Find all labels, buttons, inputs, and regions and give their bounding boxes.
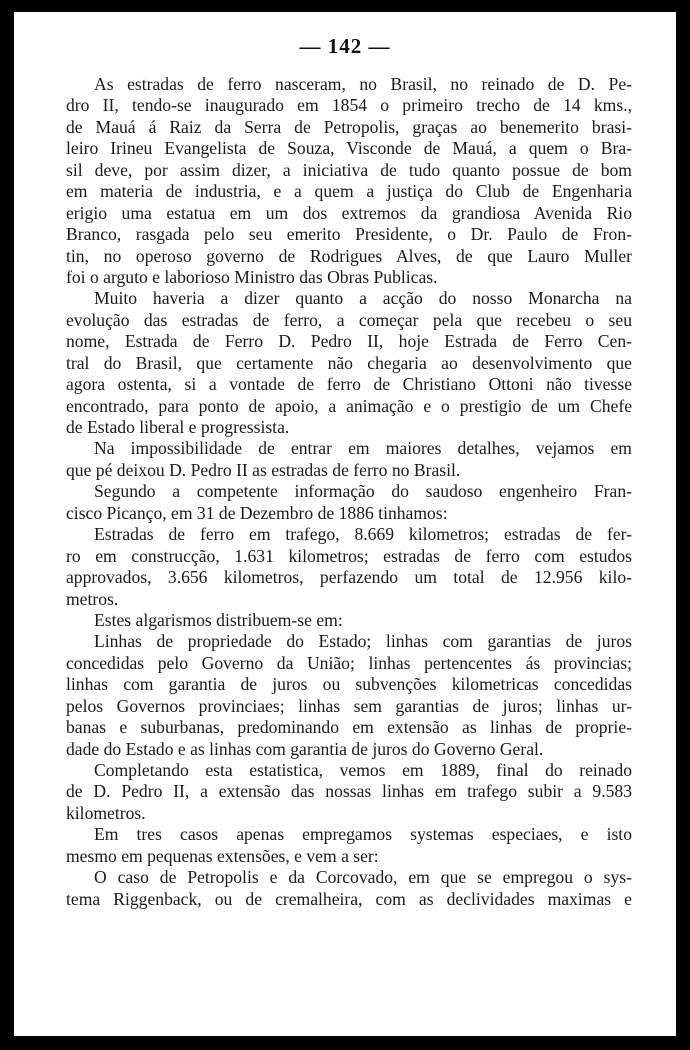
text-line: O caso de Petropolis e da Corcovado, em que se empregou o sys-	[94, 867, 632, 888]
text-line: que pé deixou D. Pedro II as estradas de ferro no Brasil.	[66, 459, 461, 480]
text-line: Na impossibilidade de entrar em maiores detalhes, vejamos em	[94, 438, 632, 459]
text-line: de Mauá á Raiz da Serra de Petropolis, graças ao benemerito brasi-	[66, 116, 632, 137]
text-line: metros.	[66, 588, 119, 609]
text-line: mesmo em pequenas extensões, e vem a ser:	[66, 845, 379, 866]
text-line: kilometros.	[66, 802, 146, 823]
text-line: agora ostenta, si a vontade de ferro de Christiano Ottoni não tivesse	[66, 374, 632, 395]
text-line: linhas com garantia de juros ou subvenções kilometricas concedidas	[66, 674, 632, 695]
text-line: Estradas de ferro em trafego, 8.669 kilometros; estradas de fer-	[94, 524, 632, 545]
text-line: Em tres casos apenas empregamos systemas especiaes, e isto	[94, 824, 632, 845]
text-line: banas e suburbanas, predominando em extensão as linhas de proprie-	[66, 717, 632, 738]
text-line: Muito haveria a dizer quanto a acção do nosso Monarcha na	[94, 288, 632, 309]
text-line: leiro Irineu Evangelista de Souza, Visconde de Mauá, a quem o Bra-	[66, 138, 632, 159]
text-line: foi o arguto e laborioso Ministro das Obras Publicas.	[66, 266, 438, 287]
text-line: Branco, rasgada pelo seu emerito Presidente, o Dr. Paulo de Fron-	[66, 224, 632, 245]
text-line: em materia de industria, e a quem a justiça do Club de Engenharia	[66, 181, 632, 202]
text-line: tema Riggenback, ou de cremalheira, com as declividades maximas e	[66, 888, 632, 909]
text-line: approvados, 3.656 kilometros, perfazendo um total de 12.956 kilo-	[66, 567, 632, 588]
text-line: concedidas pelo Governo da União; linhas pertencentes ás provincias;	[66, 652, 632, 673]
text-line: evolução das estradas de ferro, a começar pela que recebeu o seu	[66, 309, 632, 330]
text-line: cisco Picanço, em 31 de Dezembro de 1886 tinhamos:	[66, 502, 448, 523]
text-line: Estes algarismos distribuem-se em:	[94, 609, 343, 630]
text-line: nome, Estrada de Ferro D. Pedro II, hoje Estrada de Ferro Cen-	[66, 331, 632, 352]
text-line: ro em construcção, 1.631 kilometros; estradas de ferro com estudos	[66, 545, 632, 566]
text-line: tin, no operoso governo de Rodrigues Alves, de que Lauro Muller	[66, 245, 632, 266]
page-number: — 142 —	[299, 34, 391, 58]
page-body-text	[66, 74, 632, 910]
text-line: Segundo a competente informação do saudoso engenheiro Fran-	[94, 481, 632, 502]
text-line: pelos Governos provinciaes; linhas sem garantias de juros; linhas ur-	[66, 695, 632, 716]
text-line: encontrado, para ponto de apoio, a animação e o prestigio de um Chefe	[66, 395, 632, 416]
text-line: de D. Pedro II, a extensão das nossas linhas em trafego subir a 9.583	[66, 781, 632, 802]
text-line: dro II, tendo-se inaugurado em 1854 o primeiro trecho de 14 kms.,	[66, 95, 632, 116]
text-line: As estradas de ferro nasceram, no Brasil, no reinado de D. Pe-	[94, 74, 632, 94]
book-page	[14, 12, 676, 1036]
text-line: sil deve, por assim dizer, a iniciativa de tudo quanto possue de bom	[66, 159, 632, 180]
text-line: Completando esta estatistica, vemos em 1889, final do reinado	[94, 760, 632, 780]
text-line: erigio uma estatua em um dos extremos da grandiosa Avenida Rio	[66, 202, 632, 223]
text-line: dade do Estado e as linhas com garantia de juros do Governo Geral.	[66, 738, 544, 759]
text-line: Linhas de propriedade do Estado; linhas com garantias de juros	[94, 631, 632, 652]
text-line: tral do Brasil, que certamente não chegaria ao desenvolvimento que	[66, 352, 632, 373]
text-line: de Estado liberal e progressista.	[66, 417, 290, 437]
